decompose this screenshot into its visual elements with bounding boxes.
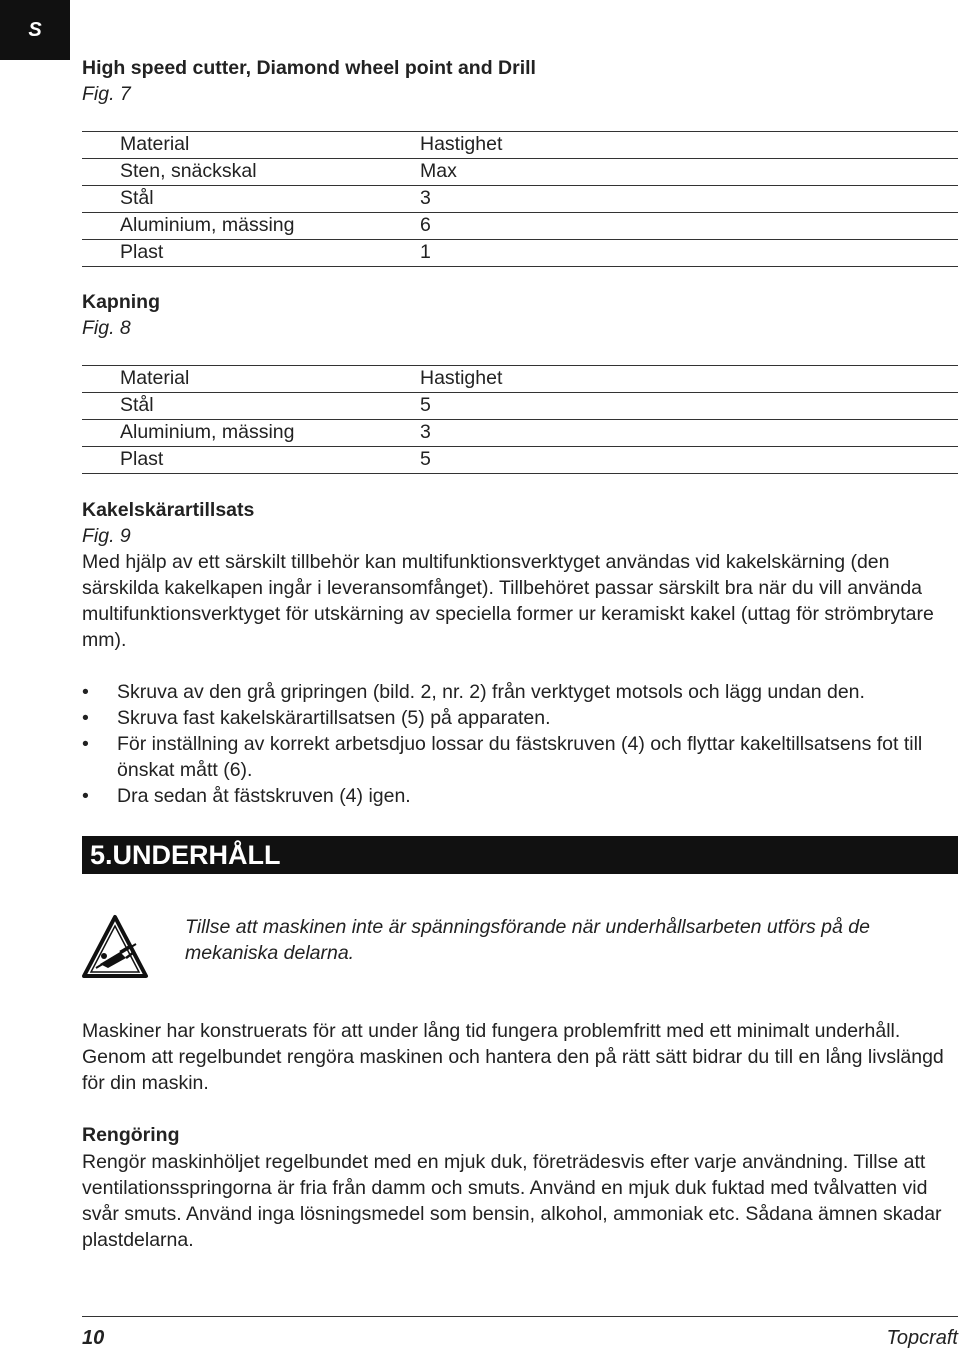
figure-reference-8: Fig. 8 (82, 317, 131, 339)
unplug-warning-icon (80, 912, 150, 982)
table-cell-speed: 5 (420, 448, 431, 470)
section-title: 5.UNDERHÅLL (90, 840, 281, 870)
maintenance-warning-text: Tillse att maskinen inte är spänningsförande när underhållsarbeten utförs på de mekaniska delarna. (185, 916, 870, 964)
maintenance-paragraph: Maskiner har konstruerats för att under lång tid fungera problemfritt med ett minimalt underhåll. Genom att regelbundet rengöra maskinen och hantera den på rätt sätt bidrar du till en lång livslängd för din maskin. (82, 1020, 944, 1094)
section-title-bar (82, 836, 958, 874)
brand-name: Topcraft (886, 1327, 958, 1349)
figure-reference-7: Fig. 7 (82, 83, 131, 105)
footer-divider (82, 1316, 958, 1317)
instruction-list (82, 679, 958, 809)
list-item: • Dra sedan åt fästskruven (4) igen. (82, 783, 958, 809)
table-cell-speed: 3 (420, 187, 431, 209)
language-tab: S (0, 0, 70, 60)
table-row (82, 240, 958, 267)
table-row (82, 447, 958, 474)
page-number: 10 (82, 1327, 105, 1349)
column-header-speed: Hastighet (420, 133, 503, 155)
section-heading-tile-cutter: Kakelskärartillsats (82, 499, 255, 521)
column-header-material: Material (120, 133, 190, 155)
figure-reference-9: Fig. 9 (82, 525, 131, 547)
cleaning-heading: Rengöring (82, 1124, 180, 1146)
table-cell-material: Stål (120, 187, 154, 209)
column-header-material: Material (120, 367, 190, 389)
table-cell-speed: 1 (420, 241, 431, 263)
table-cell-speed: 3 (420, 421, 431, 443)
table-row (82, 420, 958, 447)
table-cell-material: Stål (120, 394, 154, 416)
list-item: • Skruva fast kakelskärartillsatsen (5) på apparaten. (82, 705, 958, 731)
tile-cutter-paragraph: Med hjälp av ett särskilt tillbehör kan multifunktionsverktyget användas vid kakelskärning (den särskilda kakelkapen ingår i leveransomfånget). Tillbehöret passar särskilt bra när du vill använda multifunktionsverktyget för utskärning av speciella former ur keramiskt kakel (uttag för strömbrytare mm). (82, 551, 934, 651)
table-row (82, 186, 958, 213)
list-item: • Skruva av den grå gripringen (bild. 2, nr. 2) från verktyget motsols och lägg undan den. (82, 679, 958, 705)
table-row (82, 213, 958, 240)
table-cell-material: Aluminium, mässing (120, 421, 295, 443)
table-cell-speed: 5 (420, 394, 431, 416)
speed-table-cutter (82, 131, 958, 267)
cleaning-paragraph: Rengör maskinhöljet regelbundet med en mjuk duk, företrädesvis efter varje användning. Tillse att ventilationsspringorna är fria från damm och smuts. Använd en mjuk duk fuktad med tvålvatten vid svår smuts. Använd inga lösningsmedel som bensin, alkohol, ammoniak etc. Sådana ämnen skadar plastdelarna. (82, 1151, 942, 1251)
column-header-speed: Hastighet (420, 367, 503, 389)
table-header-row (82, 132, 958, 159)
table-cell-material: Aluminium, mässing (120, 214, 295, 236)
table-cell-speed: Max (420, 160, 457, 182)
table-cell-material: Plast (120, 241, 164, 263)
section-heading-cutter: High speed cutter, Diamond wheel point and Drill (82, 57, 536, 79)
table-row (82, 393, 958, 420)
list-item: • För inställning av korrekt arbetsdjuo lossar du fästskruven (4) och flyttar kakeltillsatsens fot till önskat mått (6). (82, 731, 958, 783)
table-row (82, 159, 958, 186)
table-cell-material: Sten, snäckskal (120, 160, 257, 182)
section-heading-cutting: Kapning (82, 291, 160, 313)
speed-table-cutting (82, 365, 958, 474)
table-header-row (82, 366, 958, 393)
table-cell-material: Plast (120, 448, 164, 470)
table-cell-speed: 6 (420, 214, 431, 236)
